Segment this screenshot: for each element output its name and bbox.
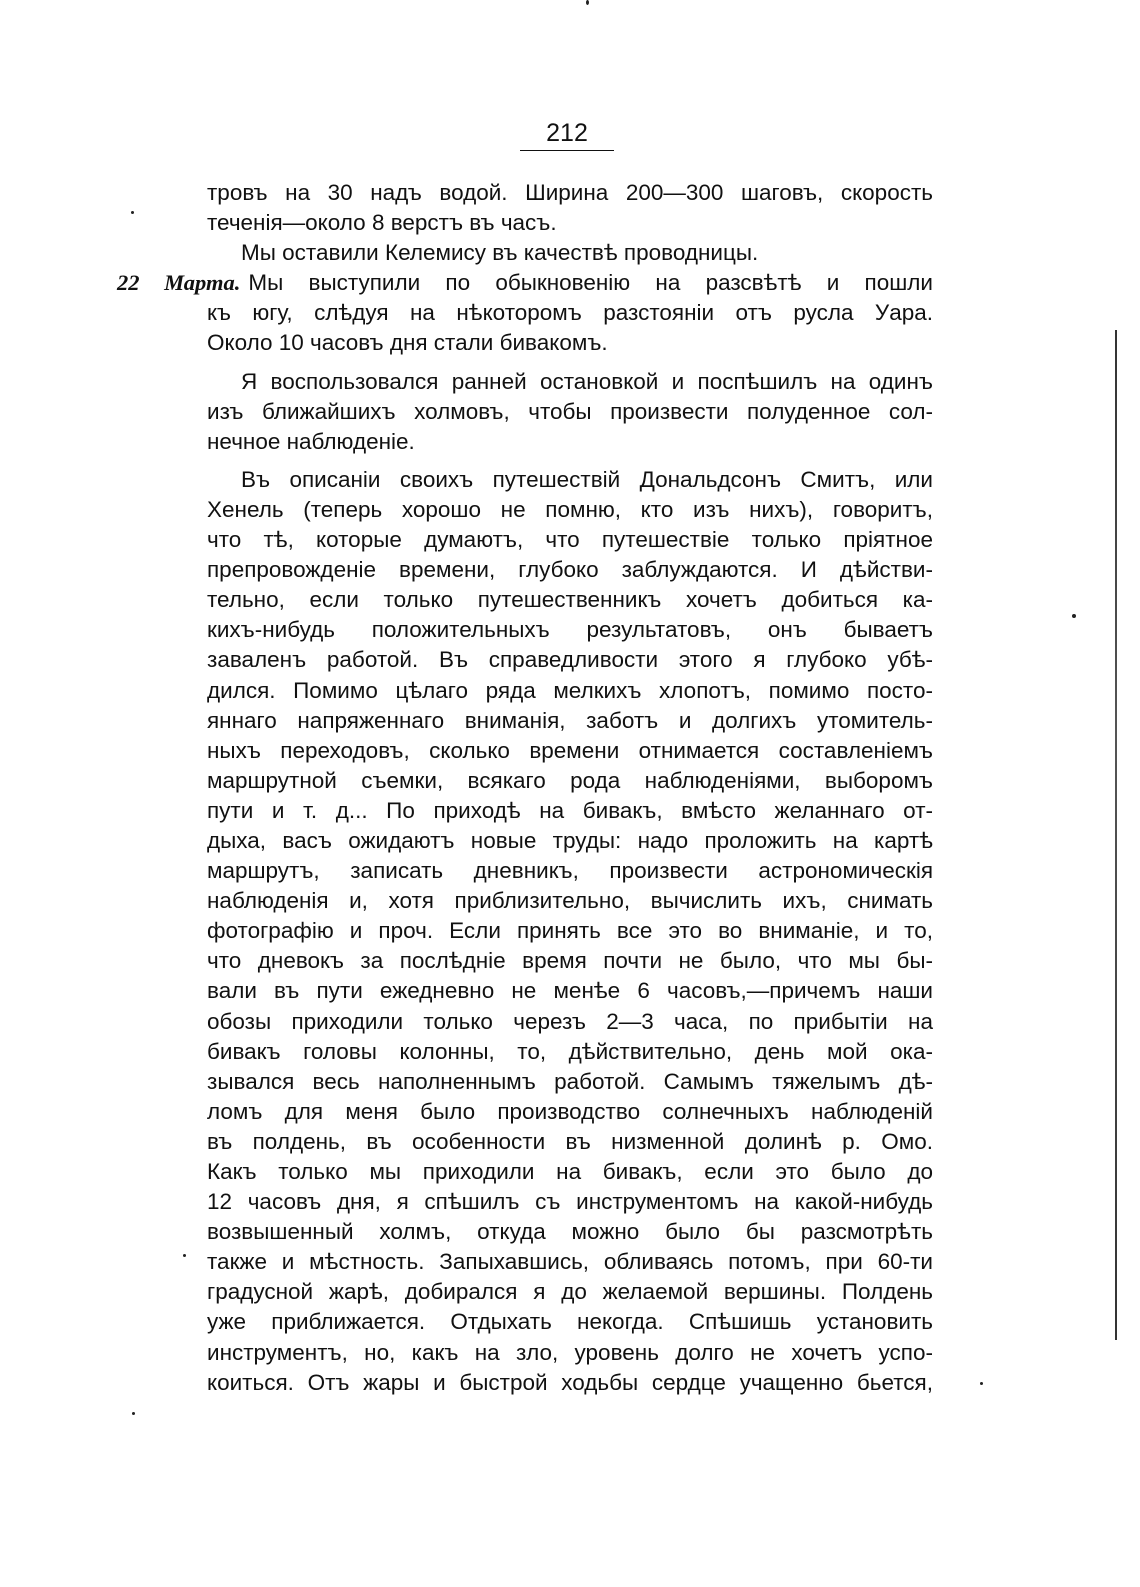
text-line: дился. Помимо цѣлаго ряда мелкихъ хлопотъ, помимо посто- — [207, 677, 933, 703]
text-line: кихъ-нибудь положительныхъ результатовъ, онъ бываетъ — [207, 617, 933, 643]
text-line: вали въ пути ежедневно не менѣе 6 часовъ,—причемъ наши — [207, 978, 933, 1004]
text-line: заваленъ работой. Въ справедливости этого я глубоко убѣ- — [207, 647, 933, 673]
text-line: препровожденіе времени, глубоко заблуждаются. И дѣйстви- — [207, 557, 933, 583]
text-line: Хенель (теперь хорошо не помню, кто изъ нихъ), говоритъ, — [207, 496, 933, 522]
text-line: дыха, васъ ожидаютъ новые труды: надо проложить на картѣ — [207, 827, 933, 853]
body-text — [117, 178, 933, 1398]
text-line: къ югу, слѣдуя на нѣкоторомъ разстояніи отъ русла Уара. — [207, 300, 933, 326]
date-marker: 22 Марта. — [117, 270, 241, 296]
text-line: что дневокъ за послѣдніе время почти не было, что мы бы- — [207, 948, 933, 974]
text-line: зывался весь наполненнымъ работой. Самымъ тяжелымъ дѣ- — [207, 1068, 933, 1094]
text-line: фотографію и проч. Если принять все это во вниманіе, и то, — [207, 918, 933, 944]
text-line: Мы оставили Келемису въ качествѣ проводницы. — [241, 240, 759, 266]
text-line: нечное наблюденіе. — [207, 428, 415, 454]
text-line: Мы выступили по обыкновенію на разсвѣтѣ и пошли — [248, 270, 933, 296]
text-line: Въ описаніи своихъ путешествій Дональдсонъ Смитъ, или — [241, 466, 933, 492]
text-line: также и мѣстность. Запыхавшись, обливаясь потомъ, при 60-ти — [207, 1249, 933, 1275]
text-line: Я воспользовался ранней остановкой и поспѣшилъ на одинъ — [241, 368, 933, 394]
scan-speck — [132, 1412, 135, 1415]
text-line: обозы приходили только черезъ 2—3 часа, по прибытіи на — [207, 1008, 933, 1034]
text-line: инструментъ, но, какъ на зло, уровень долго не хочетъ успо- — [207, 1339, 933, 1365]
text-line: возвышенный холмъ, откуда можно было бы разсмотрѣть — [207, 1219, 933, 1245]
text-line: тельно, если только путешественникъ хочетъ добиться ка- — [207, 587, 933, 613]
text-line: тровъ на 30 надъ водой. Ширина 200—300 шаговъ, скорость — [207, 180, 933, 205]
scan-speck — [980, 1382, 983, 1385]
scan-speck — [131, 211, 134, 214]
text-line: коиться. Отъ жары и быстрой ходьбы сердце учащенно бьется, — [207, 1369, 933, 1395]
text-line: теченія—около 8 верстъ въ часъ. — [207, 210, 557, 236]
scan-speck — [586, 0, 589, 5]
text-line: въ полдень, въ особенности въ низменной долинѣ р. Омо. — [207, 1128, 933, 1154]
scan-edge-line — [1115, 330, 1117, 1340]
text-line: пути и т. д... По приходѣ на бивакъ, вмѣсто желаннаго от- — [207, 797, 933, 823]
dated-entry-line — [117, 268, 933, 298]
text-line: изъ ближайшихъ холмовъ, чтобы произвести полуденное сол- — [207, 398, 933, 424]
text-line: наблюденія и, хотя приблизительно, вычислить ихъ, снимать — [207, 888, 933, 914]
text-line: ныхъ переходовъ, сколько времени отнимается составленіемъ — [207, 737, 933, 763]
text-line: градусной жарѣ, добирался я до желаемой вершины. Полдень — [207, 1279, 933, 1305]
page-number: 212 — [520, 118, 614, 151]
text-line: бивакъ головы колонны, то, дѣйствительно, день мой ока- — [207, 1038, 933, 1064]
text-line: Какъ только мы приходили на бивакъ, если это было до — [207, 1159, 933, 1184]
text-line: Около 10 часовъ дня стали бивакомъ. — [207, 330, 608, 356]
scan-speck — [183, 1254, 186, 1257]
text-line: яннаго напряженнаго вниманія, заботъ и долгихъ утомитель- — [207, 707, 933, 733]
text-line: маршрутъ, записать дневникъ, произвести астрономическія — [207, 858, 933, 884]
text-line: ломъ для меня было производство солнечныхъ наблюденій — [207, 1098, 933, 1124]
scan-speck — [1072, 614, 1076, 618]
text-line: что тѣ, которые думаютъ, что путешествіе только пріятное — [207, 527, 933, 553]
text-line: уже приближается. Отдыхать некогда. Спѣшишь установить — [207, 1309, 933, 1335]
text-line: маршрутной съемки, всякаго рода наблюденіями, выборомъ — [207, 767, 933, 793]
text-line: 12 часовъ дня, я спѣшилъ съ инструментомъ на какой-нибудь — [207, 1189, 933, 1215]
